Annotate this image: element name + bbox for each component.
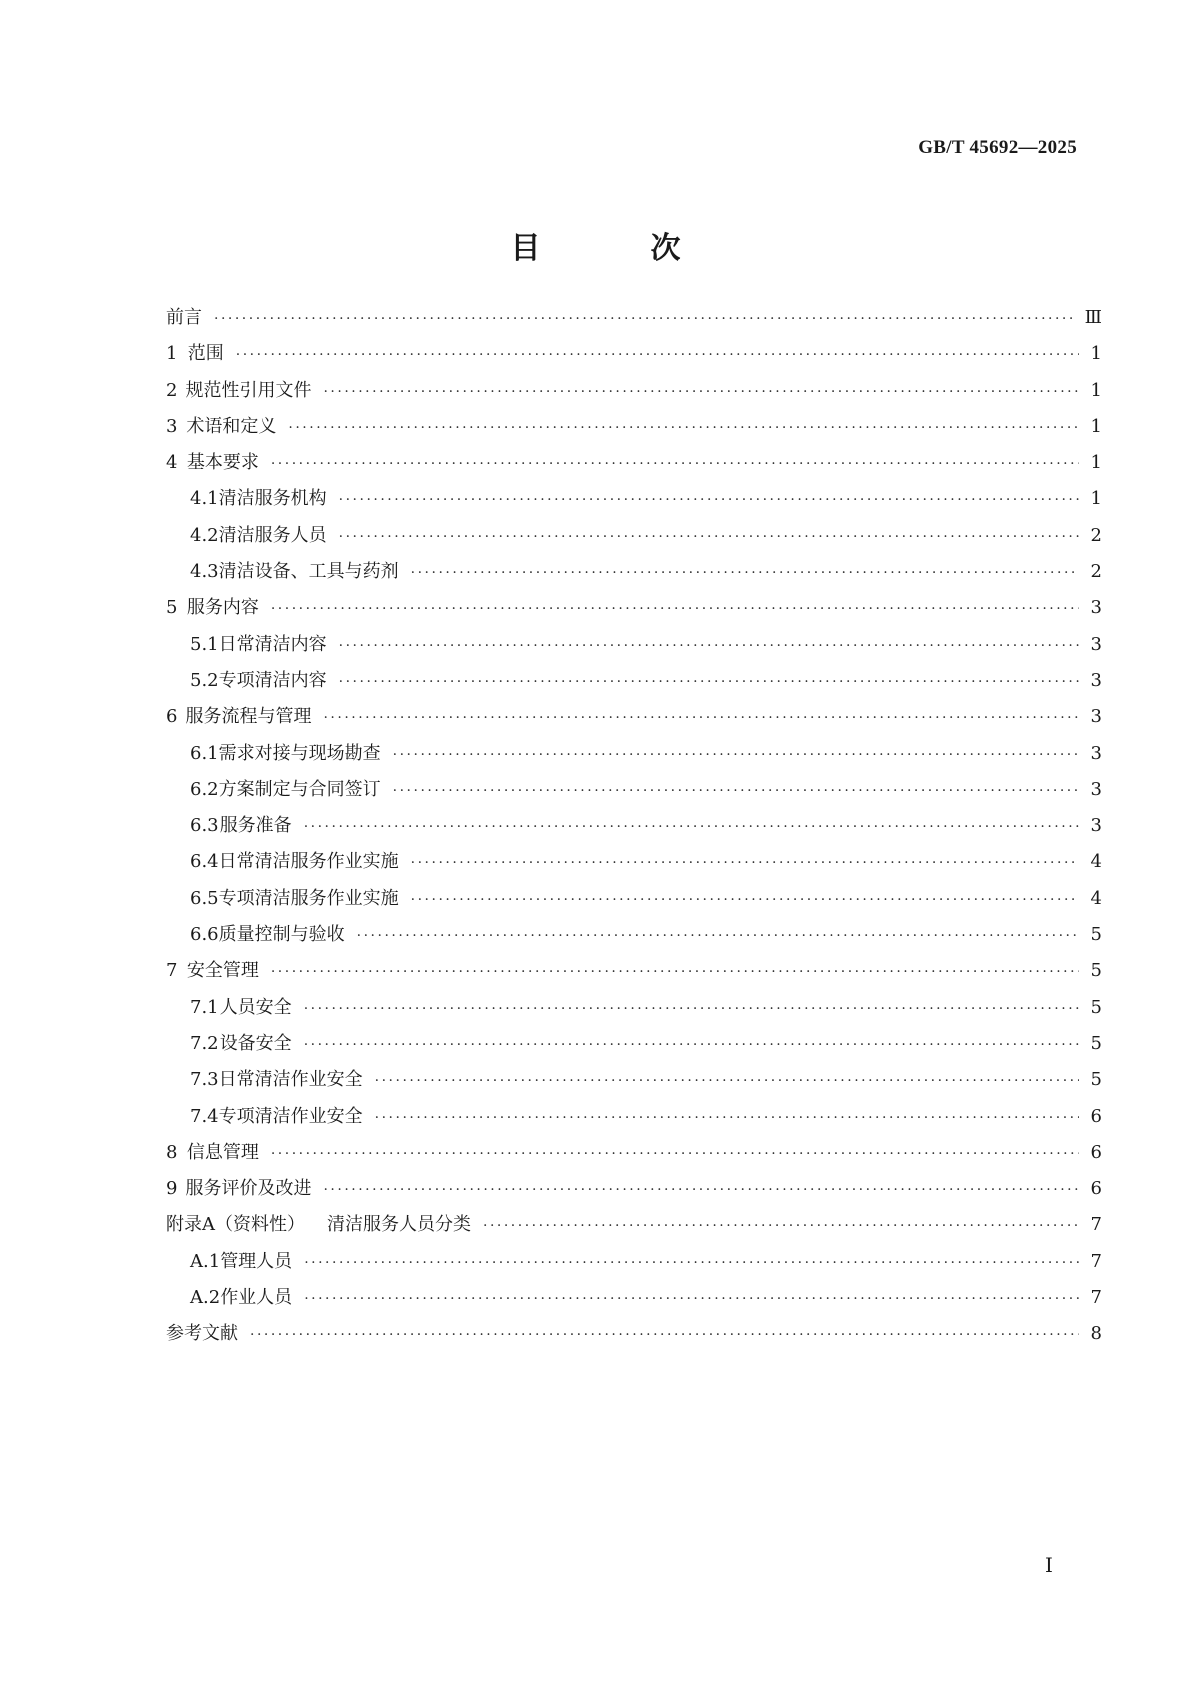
toc-entry-title: 前言 (166, 307, 202, 328)
toc-entry-page: 5 (1090, 924, 1102, 946)
toc-entry-title: 清洁设备、工具与药剂 (218, 561, 399, 583)
toc-entry[interactable] (166, 1135, 1102, 1171)
toc-entry[interactable] (166, 663, 1102, 699)
toc-entry-page: 5 (1090, 996, 1102, 1018)
dot-leader (339, 482, 1079, 518)
toc-entry-title: 术语和定义 (186, 415, 277, 437)
toc-entry-page: 3 (1090, 815, 1102, 837)
toc-entry-title: 方案制定与合同签订 (218, 778, 381, 800)
dot-leader (304, 1027, 1079, 1063)
toc-entry-number: 7.2 (190, 1032, 219, 1054)
document-code: GB/T 45692—2025 (918, 137, 1077, 158)
toc-entry-title: 服务准备 (219, 815, 292, 837)
dot-leader (323, 374, 1078, 410)
toc-entry-title: 安全管理 (186, 960, 259, 982)
dot-leader (339, 664, 1079, 700)
toc-entry-title: 设备安全 (219, 1032, 292, 1054)
dot-leader (339, 628, 1079, 664)
toc-entry-number: 9 (166, 1178, 178, 1200)
toc-entry-number: 6.5 (190, 887, 219, 909)
dot-leader (271, 954, 1079, 990)
toc-entry-title: 清洁服务机构 (218, 488, 327, 510)
toc-entry-page: 3 (1090, 742, 1102, 764)
toc-entry[interactable] (166, 953, 1102, 989)
toc-entry-number: 4.3 (190, 561, 219, 583)
toc-entry-page: 6 (1090, 1105, 1102, 1127)
toc-entry[interactable] (166, 1280, 1102, 1316)
toc-entry-number: A.1 (190, 1250, 221, 1272)
dot-leader (411, 555, 1079, 591)
toc-entry[interactable] (166, 445, 1102, 481)
toc-entry-number: 4 (166, 452, 178, 474)
toc-entry-number: 7.1 (190, 996, 219, 1018)
toc-entry[interactable] (166, 1316, 1102, 1352)
dot-leader (214, 301, 1073, 337)
toc-entry-number: 7.3 (190, 1069, 219, 1091)
toc-entry-title: 质量控制与验收 (218, 924, 345, 946)
dot-leader (357, 918, 1079, 954)
toc-entry-page: 7 (1090, 1250, 1102, 1272)
toc-entry-number: 4.1 (190, 488, 219, 510)
dot-leader (393, 773, 1079, 809)
toc-entry-note: （资料性） (215, 1214, 305, 1236)
toc-entry-page: 7 (1090, 1287, 1102, 1309)
toc-entry-page: 2 (1090, 524, 1102, 546)
page-number: Ⅰ (1045, 1555, 1053, 1577)
toc-entry-page: 4 (1090, 851, 1102, 873)
toc-entry-title: 基本要求 (186, 452, 259, 474)
toc-entry[interactable] (166, 1099, 1102, 1135)
toc-entry-title: 人员安全 (219, 996, 292, 1018)
table-of-contents (166, 300, 1102, 1353)
toc-entry[interactable] (166, 1207, 1102, 1243)
toc-entry-page: 4 (1090, 887, 1102, 909)
toc-entry[interactable] (166, 736, 1102, 772)
toc-entry-number: 5.2 (190, 669, 219, 691)
toc-entry-page: 8 (1090, 1323, 1102, 1345)
toc-entry-title: 专项清洁服务作业实施 (218, 887, 399, 909)
dot-leader (250, 1317, 1079, 1353)
toc-entry[interactable] (166, 409, 1102, 445)
toc-entry-number: 5 (166, 597, 178, 619)
toc-entry-number: 6.3 (190, 815, 219, 837)
toc-entry-title: 清洁服务人员 (218, 524, 327, 546)
dot-leader (411, 845, 1079, 881)
toc-entry-number: 6.6 (190, 924, 219, 946)
dot-leader (393, 737, 1079, 773)
toc-entry-page: 5 (1090, 1069, 1102, 1091)
toc-entry[interactable] (166, 300, 1102, 336)
toc-entry-title: 日常清洁服务作业实施 (218, 851, 399, 873)
toc-entry-page: 1 (1090, 452, 1102, 474)
toc-entry[interactable] (166, 518, 1102, 554)
toc-entry-page: 3 (1090, 633, 1102, 655)
toc-entry-number: A.2 (190, 1287, 221, 1309)
dot-leader (288, 410, 1078, 446)
toc-entry[interactable] (166, 772, 1102, 808)
toc-entry-title: 服务流程与管理 (185, 706, 312, 728)
toc-entry[interactable] (166, 917, 1102, 953)
toc-entry-number: 6.1 (190, 742, 219, 764)
toc-entry-title: 规范性引用文件 (185, 379, 312, 401)
toc-entry-title: 专项清洁作业安全 (218, 1105, 363, 1127)
dot-leader (271, 1136, 1079, 1172)
dot-leader (236, 337, 1079, 373)
toc-entry[interactable] (166, 481, 1102, 517)
toc-entry-number: 2 (166, 379, 178, 401)
toc-entry-page: 7 (1090, 1214, 1102, 1236)
toc-entry-number: 8 (166, 1141, 178, 1163)
toc-entry[interactable] (166, 1062, 1102, 1098)
dot-leader (323, 1172, 1078, 1208)
dot-leader (304, 991, 1079, 1027)
toc-entry-page: 1 (1090, 488, 1102, 510)
toc-entry-page: 6 (1090, 1141, 1102, 1163)
toc-entry-number: 5.1 (190, 633, 219, 655)
toc-entry-title: 服务内容 (186, 597, 259, 619)
toc-entry[interactable] (166, 590, 1102, 626)
dot-leader (304, 809, 1079, 845)
toc-entry-page: 3 (1090, 669, 1102, 691)
toc-entry-title: 信息管理 (186, 1141, 259, 1163)
toc-entry-number: 6.2 (190, 778, 219, 800)
toc-entry-title: 服务评价及改进 (185, 1178, 312, 1200)
dot-leader (339, 519, 1079, 555)
dot-leader (323, 700, 1078, 736)
toc-entry[interactable] (166, 373, 1102, 409)
toc-entry-page: 1 (1090, 343, 1102, 365)
toc-entry-page: 3 (1090, 706, 1102, 728)
dot-leader (304, 1281, 1078, 1317)
toc-entry-page: 1 (1090, 415, 1102, 437)
toc-entry-title: 需求对接与现场勘查 (218, 742, 381, 764)
toc-entry-page: 3 (1090, 778, 1102, 800)
dot-leader (271, 591, 1079, 627)
toc-entry[interactable] (166, 844, 1102, 880)
toc-entry[interactable] (166, 1026, 1102, 1062)
toc-entry-page: 6 (1090, 1178, 1102, 1200)
dot-leader (483, 1208, 1079, 1244)
dot-leader (304, 1245, 1078, 1281)
toc-entry-page: Ⅲ (1084, 307, 1102, 328)
toc-entry-page: 1 (1090, 379, 1102, 401)
toc-entry-title: 日常清洁作业安全 (218, 1069, 363, 1091)
toc-entry-number: 4.2 (190, 524, 219, 546)
toc-entry[interactable] (166, 881, 1102, 917)
toc-entry[interactable] (166, 699, 1102, 735)
toc-entry-title: 日常清洁内容 (218, 633, 327, 655)
toc-entry-number: 3 (166, 415, 178, 437)
toc-entry-number: 1 (166, 343, 178, 365)
dot-leader (375, 1100, 1079, 1136)
toc-entry-page: 2 (1090, 561, 1102, 583)
toc-entry-title: 作业人员 (220, 1287, 293, 1309)
toc-entry[interactable] (166, 990, 1102, 1026)
toc-entry-number: 附录A (166, 1214, 215, 1236)
toc-entry-title: 管理人员 (220, 1250, 293, 1272)
toc-entry-number: 7.4 (190, 1105, 219, 1127)
toc-entry[interactable] (166, 808, 1102, 844)
toc-entry-number: 6.4 (190, 851, 219, 873)
toc-entry-title: 参考文献 (166, 1323, 238, 1345)
dot-leader (411, 882, 1079, 918)
toc-title: 目 次 (510, 231, 721, 267)
toc-entry-number: 6 (166, 706, 178, 728)
toc-entry[interactable] (166, 1244, 1102, 1280)
dot-leader (271, 446, 1079, 482)
toc-entry-title: 专项清洁内容 (218, 669, 327, 691)
toc-entry-page: 5 (1090, 960, 1102, 982)
toc-entry[interactable] (166, 336, 1102, 372)
dot-leader (375, 1063, 1079, 1099)
toc-entry-title: 清洁服务人员分类 (327, 1214, 471, 1236)
toc-entry-page: 5 (1090, 1032, 1102, 1054)
toc-entry[interactable] (166, 554, 1102, 590)
toc-entry-page: 3 (1090, 597, 1102, 619)
toc-entry[interactable] (166, 1171, 1102, 1207)
toc-entry-title: 范围 (187, 343, 224, 365)
toc-entry-number: 7 (166, 960, 178, 982)
toc-entry[interactable] (166, 627, 1102, 663)
